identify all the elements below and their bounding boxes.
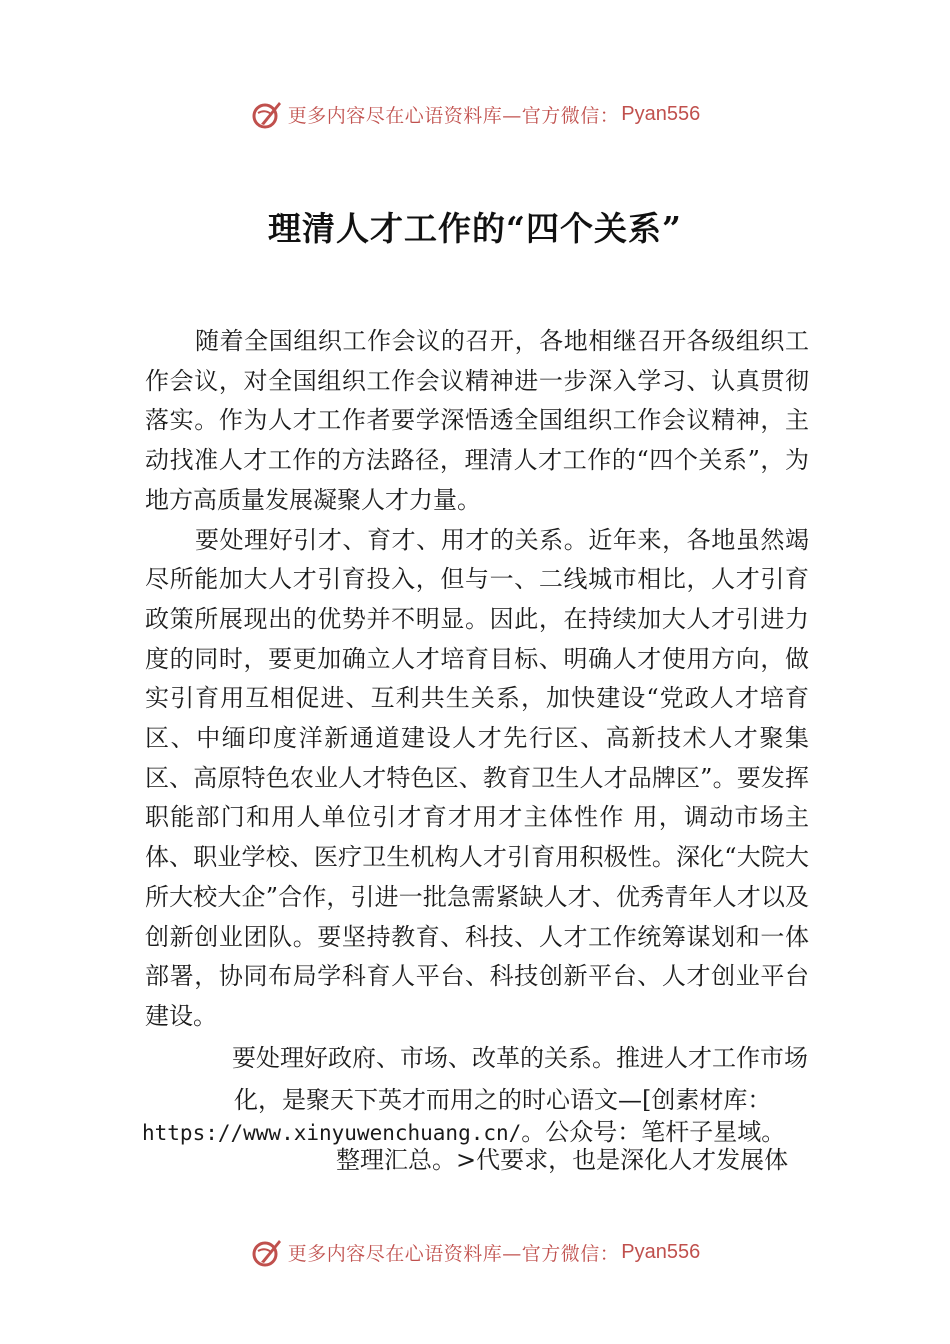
quill-logo-icon	[250, 1235, 284, 1269]
quill-logo-icon	[250, 97, 284, 131]
watermark-text: 更多内容尽在心语资料库—官方微信：	[287, 104, 620, 127]
tail-line-4: 整理汇总。>代要求，也是深化人才发展体	[336, 1146, 789, 1174]
source-url: https://www.xinyuwenchuang.cn/	[142, 1121, 522, 1145]
document-body	[145, 322, 809, 1037]
watermark-text: 更多内容尽在心语资料库—官方微信：	[287, 1242, 620, 1265]
watermark-banner-bottom	[0, 1232, 950, 1272]
document-title: 理清人才工作的“四个关系”	[268, 209, 682, 248]
paragraph-talent-relation: 要处理好引才、育才、用才的关系。近年来，各地虽然竭尽所能加大人才引育投入，但与一、二线城市相比，人才引育政策所展现出的优势并不明显。因此，在持续加大人才引进力度的同时，要更加确立人才培育目标、明确人才使用方向，做实引育用互相促进、互利共生关系，加快建设“党政人才培育区、中缅印度洋新通道建设人才先行区、高新技术人才聚集区、高原特色农业人才特色区、教育卫生人才品牌区”。要发挥职能部门和用人单位引才育才用才主体性作 用，调动市场主体、职业学校、医疗卫生机构人才引育用积极性。深化“大院大所大校大企”合作，引进一批急需紧缺人才、优秀青年人才以及创新创业团队。要坚持教育、科技、人才工作统筹谋划和一体部署，协同布局学科育人平台、科技创新平台、人才创业平台建设。	[145, 525, 809, 1030]
tail-line-1: 要处理好政府、市场、改革的关系。推进人才工作市场	[232, 1044, 808, 1072]
watermark-wechat-id: Pyan556	[621, 1240, 701, 1263]
watermark-wechat-id: Pyan556	[621, 102, 701, 125]
tail-line-2: 化，是聚天下英才而用之的时心语文—[创素材库：	[234, 1086, 772, 1114]
paragraph-intro: 随着全国组织工作会议的召开，各地相继召开各级组织工作会议，对全国组织工作会议精神进一步深入学习、认真贯彻落实。作为人才工作者要学深悟透全国组织工作会议精神，主动找准人才工作的方法路径，理清人才工作的“四个关系”，为地方高质量发展凝聚人才力量。	[145, 327, 809, 514]
watermark-banner-top	[0, 94, 950, 134]
tail-line-3-suffix: 。公众号：笔杆子星域。	[521, 1118, 786, 1146]
